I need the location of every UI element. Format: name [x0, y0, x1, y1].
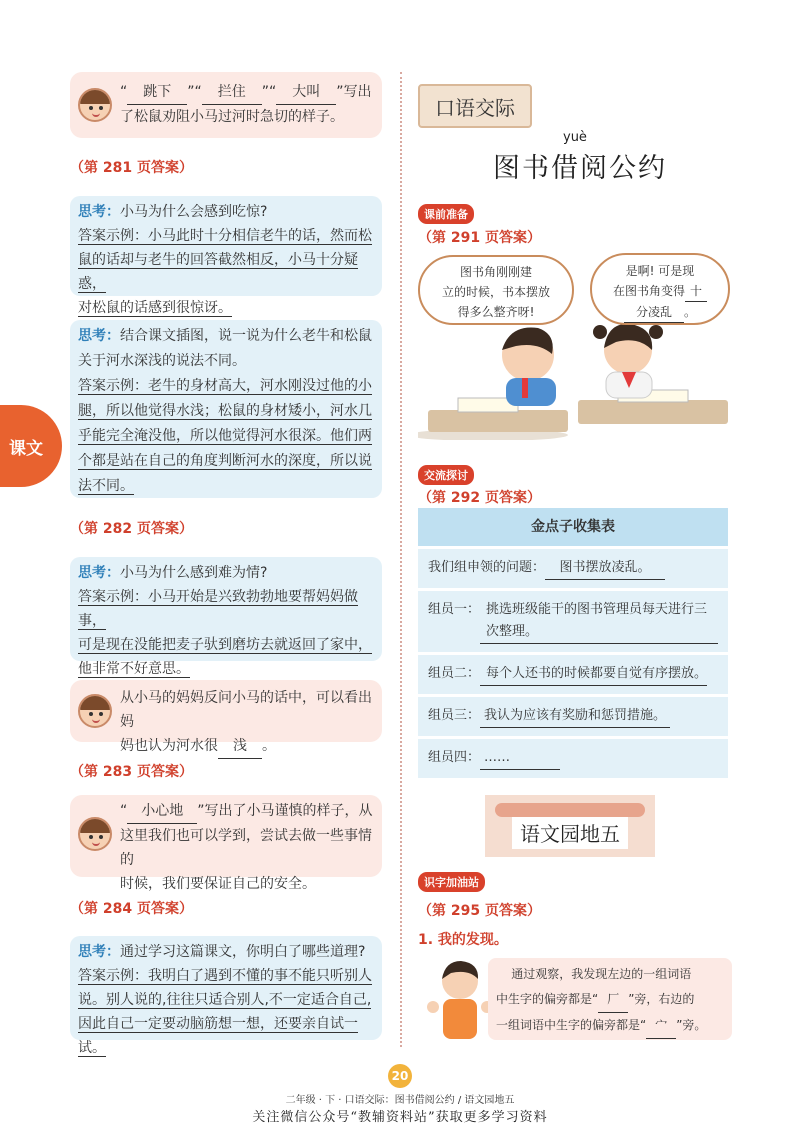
table-row: 我们组申领的问题： 图书摆放凌乱。 [418, 549, 728, 591]
page-number: 20 [388, 1064, 412, 1088]
answer-heading: （第 283 页答案） [70, 764, 193, 780]
girl-illustration [425, 955, 495, 1045]
answer-box-pink [70, 72, 382, 138]
discovery-box: 通过观察，我发现左边的一组词语 中生字的偏旁都是“ 厂 ”旁，右边的 一组词语中生字的偏旁都是“ 宀 ”旁。 [488, 958, 732, 1040]
answer-heading: （第 292 页答案） [418, 490, 541, 506]
speech-bubble-right: 是啊! 可是现 在图书角变得 十 分凌乱 。 [590, 253, 730, 325]
answer-box-pink: “ 小心地 ”写出了小马谨慎的样子，从 这里我们也可以学到，尝试去做一些事情的 时候，我们要保证自己的安全。 [70, 795, 382, 877]
table-row: 组员三： 我认为应该有奖励和惩罚措施。 [418, 697, 728, 739]
footer-breadcrumb: 二年级 · 下 · 口语交际：图书借阅公约 / 语文园地五 [285, 1095, 515, 1106]
section-title-garden [485, 795, 655, 857]
answer-heading: （第 282 页答案） [70, 521, 193, 537]
column-divider [400, 72, 402, 1047]
answer-heading: （第 284 页答案） [70, 901, 193, 917]
girl-avatar-icon [78, 88, 112, 122]
thinking-box: 思考：结合课文插图，说一说为什么老牛和松鼠 关于河水深浅的说法不同。 答案示例：老牛的身材高大，河水刚没过他的小 腿，所以他觉得水浅；松鼠的身材矮小，河水几 乎能完全淹没他，所以他觉得河水很深。他们两 个都是站在自己的角度判断河水的深度，所以说 法不同。 [70, 320, 382, 498]
answer-box-pink: 从小马的妈妈反问小马的话中，可以看出妈 妈也认为河水很 浅 。 [70, 680, 382, 742]
thinking-box: 思考：通过学习这篇课文，你明白了哪些道理? 答案示例：我明白了遇到不懂的事不能只听别人 说。别人说的,往往只适合别人,不一定适合自己, 因此自己一定要动脑筋想一想，还要亲自试一试。 [70, 936, 382, 1040]
answer-heading: （第 291 页答案） [418, 230, 541, 246]
thinking-box: 思考：小马为什么感到难为情? 答案示例：小马开始是兴致勃勃地要帮妈妈做事， 可是现在没能把麦子驮到磨坊去就返回了家中， 他非常不好意思。 [70, 557, 382, 661]
question-number: 1. 我的发现。 [418, 932, 508, 948]
answer-text: “ 跳下 ”“ 拦住 ”“ 大叫 ”写出 了松鼠劝阻小马过河时急切的样子。 [120, 80, 378, 129]
table-row: 组员四： …… [418, 739, 728, 781]
side-tab-lesson: 课文 [0, 405, 62, 487]
section-tag: 课前准备 [418, 204, 474, 224]
table-row: 组员二： 每个人还书的时候都要自觉有序摆放。 [418, 655, 728, 697]
thinking-box: 思考：小马为什么会感到吃惊? 答案示例：小马此时十分相信老牛的话，然而松 鼠的话却与老牛的回答截然相反，小马十分疑惑， 对松鼠的话感到很惊讶。 [70, 196, 382, 296]
section-title-oral: 口语交际 [418, 84, 532, 128]
section-tag: 交流探讨 [418, 465, 474, 485]
page-title: 图书借阅公约 [493, 153, 667, 184]
answer-heading: （第 295 页答案） [418, 903, 541, 919]
pinyin-annotation: yuè [563, 130, 587, 145]
section-tag: 识字加油站 [418, 872, 485, 892]
speech-bubble-left: 图书角刚刚建 立的时候，书本摆放 得多么整齐呀! [418, 255, 574, 325]
garden-title-text: 语文园地五 [512, 816, 628, 849]
table-row: 组员一： 挑选班级能干的图书管理员每天进行三次整理。 [418, 591, 728, 655]
girl-avatar-icon [78, 694, 112, 728]
table-title: 金点子收集表 [418, 508, 728, 549]
girl-avatar-icon [78, 817, 112, 851]
idea-collection-table [418, 508, 728, 781]
answer-heading: （第 281 页答案） [70, 160, 193, 176]
footer-promo: 关注微信公众号“教辅资料站”获取更多学习资料 [252, 1110, 548, 1125]
